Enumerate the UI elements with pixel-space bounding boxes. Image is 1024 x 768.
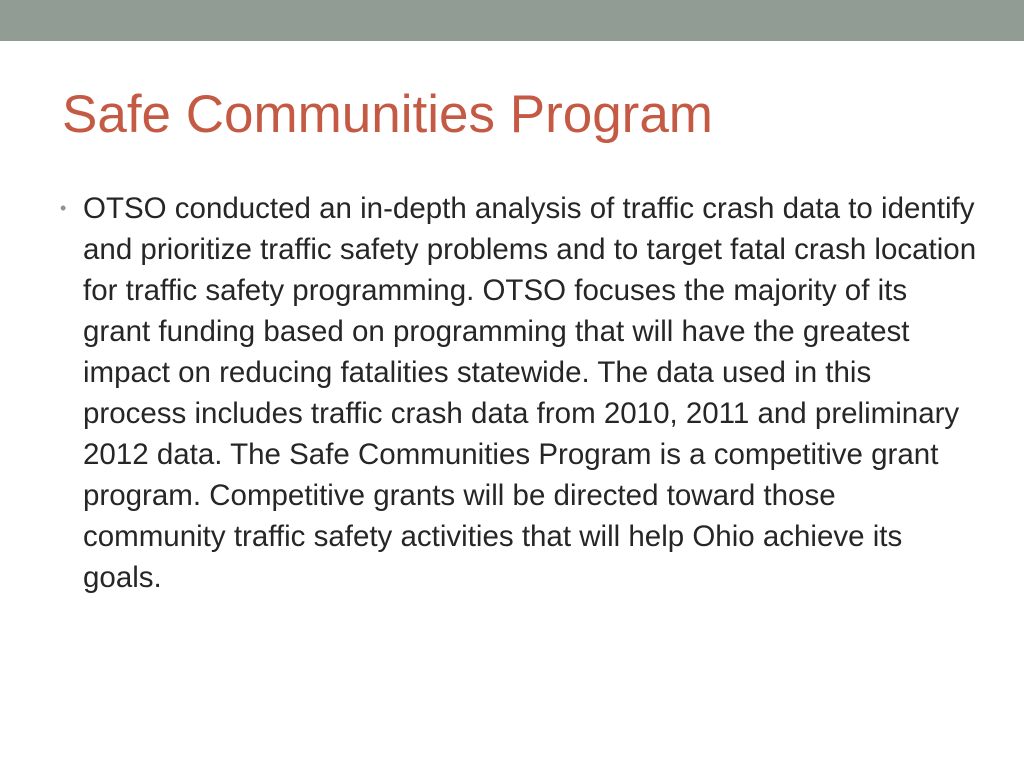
- header-band: [0, 0, 1024, 41]
- bullet-item: [60, 188, 980, 598]
- slide-title: Safe Communities Program: [62, 85, 713, 144]
- bullet-icon: •: [60, 198, 67, 218]
- bullet-text: OTSO conducted an in-depth analysis of traffic crash data to identify and prioritize traffic safety problems and to target fatal crash location for traffic safety programming. OTSO focuses the majority of its grant funding based on programming that will have the greatest impact on reducing fatalities statewide. The data used in this process includes traffic crash data from 2010, 2011 and preliminary 2012 data. The Safe Communities Program is a competitive grant program. Competitive grants will be directed toward those community traffic safety activities that will help Ohio achieve its goals.: [83, 192, 977, 594]
- bullet-list: [60, 188, 980, 598]
